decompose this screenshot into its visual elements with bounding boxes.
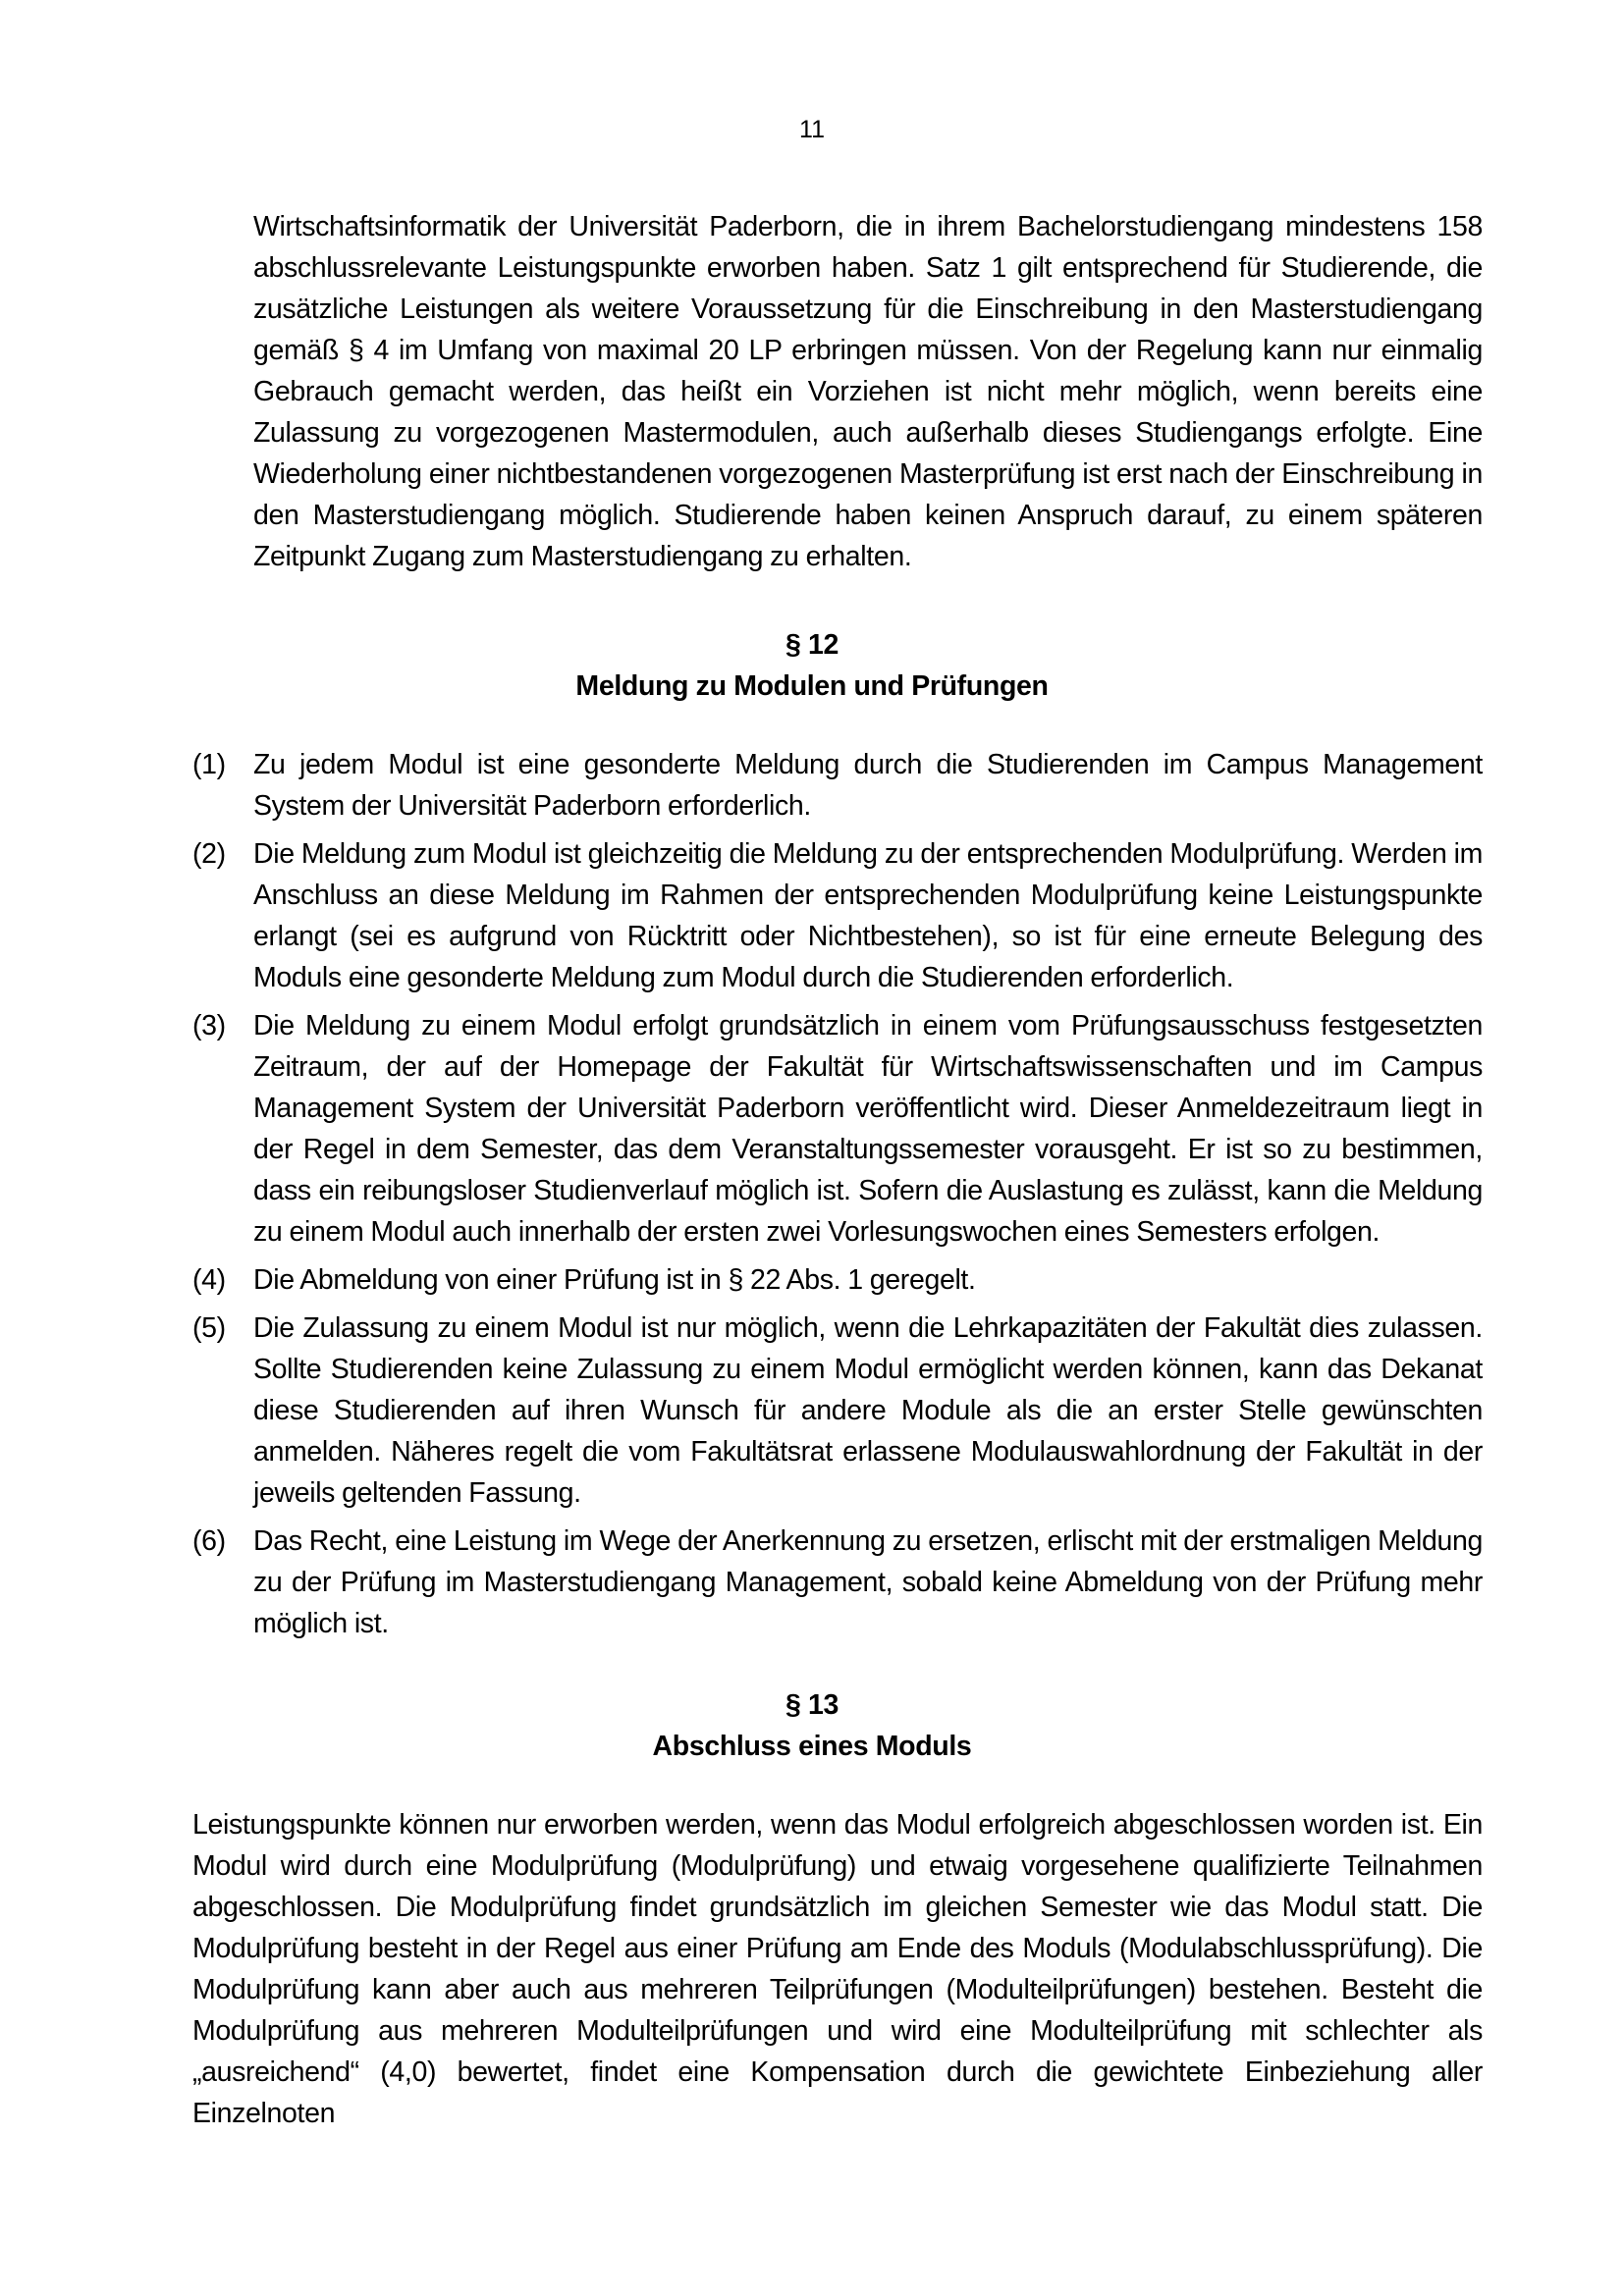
list-item-number: (5) <box>192 1312 226 1344</box>
list-item-text: Die Meldung zu einem Modul erfolgt grundsätzlich in einem vom Prüfungsausschuss festgesetzten Zeitraum, der auf der Homepage der Fakultät für Wirtschaftswissenschaften und im Campus Management System der Universität Paderborn veröffentlicht wird. Dieser Anmeldezeitraum liegt in der Regel in dem Semester, das dem Veranstaltungssemester vorausgeht. Er ist so zu bestimmen, dass ein reibungsloser Studienverlauf möglich ist. Sofern die Auslastung es zulässt, kann die Meldung zu einem Modul auch innerhalb der ersten zwei Vorlesungswochen eines Semesters erfolgen. <box>253 1010 1483 1248</box>
section-12-list <box>192 744 1483 1651</box>
section-13-paragraph: Leistungspunkte können nur erworben werden, wenn das Modul erfolgreich abgeschlossen worden ist. Ein Modul wird durch eine Modulprüfung (Modulprüfung) und etwaig vorgesehene qualifizierte Teilnahmen abgeschlossen. Die Modulprüfung findet grundsätzlich im gleichen Semester wie das Modul statt. Die Modulprüfung besteht in der Regel aus einer Prüfung am Ende des Moduls (Modulabschlussprüfung). Die Modulprüfung kann aber auch aus mehreren Teilprüfungen (Modulteilprüfungen) bestehen. Besteht die Modulprüfung aus mehreren Modulteilprüfungen und wird eine Modulteilprüfung mit schlechter als „ausreichend“ (4,0) bewertet, findet eine Kompensation durch die gewichtete Einbeziehung aller Einzelnoten <box>192 1809 1483 2129</box>
list-item-number: (1) <box>192 749 226 780</box>
list-item <box>192 1521 1483 1644</box>
list-item-text: Die Zulassung zu einem Modul ist nur möglich, wenn die Lehrkapazitäten der Fakultät dies zulassen. Sollte Studierenden keine Zulassung zu einem Modul ermöglicht werden können, kann das Dekanat diese Studierenden auf ihren Wunsch für andere Module als die an erster Stelle gewünschten anmelden. Näheres regelt die vom Fakultätsrat erlassene Modulauswahlordnung der Fakultät in der jeweils geltenden Fassung. <box>253 1312 1483 1509</box>
list-item <box>192 1005 1483 1253</box>
section-13-heading <box>0 1684 1624 1767</box>
list-item-text: Die Abmeldung von einer Prüfung ist in § 22 Abs. 1 geregelt. <box>253 1264 976 1296</box>
section-12-number: § 12 <box>785 629 839 661</box>
list-item <box>192 1308 1483 1514</box>
section-12-heading <box>0 624 1624 707</box>
list-item-text: Das Recht, eine Leistung im Wege der Anerkennung zu ersetzen, erlischt mit der erstmaligen Meldung zu der Prüfung im Masterstudiengang Management, sobald keine Abmeldung von der Prüfung mehr möglich ist. <box>253 1525 1483 1639</box>
list-item <box>192 744 1483 827</box>
list-item-text: Die Meldung zum Modul ist gleichzeitig die Meldung zu der entsprechenden Modulprüfung. Werden im Anschluss an diese Meldung im Rahmen der entsprechenden Modulprüfung keine Leistungspunkte erlangt (sei es aufgrund von Rücktritt oder Nichtbestehen), so ist für eine erneute Belegung des Moduls eine gesonderte Meldung zum Modul durch die Studierenden erforderlich. <box>253 838 1483 993</box>
list-item-number: (3) <box>192 1010 226 1041</box>
list-item-text: Zu jedem Modul ist eine gesonderte Meldung durch die Studierenden im Campus Management System der Universität Paderborn erforderlich. <box>253 749 1483 822</box>
list-item-number: (2) <box>192 838 226 870</box>
list-item <box>192 833 1483 998</box>
section-13-number: § 13 <box>785 1689 839 1721</box>
list-item-number: (4) <box>192 1264 226 1296</box>
page-number: 11 <box>799 116 825 143</box>
list-item <box>192 1259 1483 1301</box>
intro-paragraph: Wirtschaftsinformatik der Universität Paderborn, die in ihrem Bachelorstudiengang mindestens 158 abschlussrelevante Leistungspunkte erworben haben. Satz 1 gilt entsprechend für Studierende, die zusätzliche Leistungen als weitere Voraussetzung für die Einschreibung in den Masterstudiengang gemäß § 4 im Umfang von maximal 20 LP erbringen müssen. Von der Regelung kann nur einmalig Gebrauch gemacht werden, das heißt ein Vorziehen ist nicht mehr möglich, wenn bereits eine Zulassung zu vorgezogenen Mastermodulen, auch außerhalb dieses Studiengangs erfolgte. Eine Wiederholung einer nichtbestandenen vorgezogenen Masterprüfung ist erst nach der Einschreibung in den Masterstudiengang möglich. Studierende haben keinen Anspruch darauf, zu einem späteren Zeitpunkt Zugang zum Masterstudiengang zu erhalten. <box>253 211 1483 572</box>
list-item-number: (6) <box>192 1525 226 1557</box>
section-12-title: Meldung zu Modulen und Prüfungen <box>575 670 1049 702</box>
section-13-title: Abschluss eines Moduls <box>652 1731 972 1762</box>
